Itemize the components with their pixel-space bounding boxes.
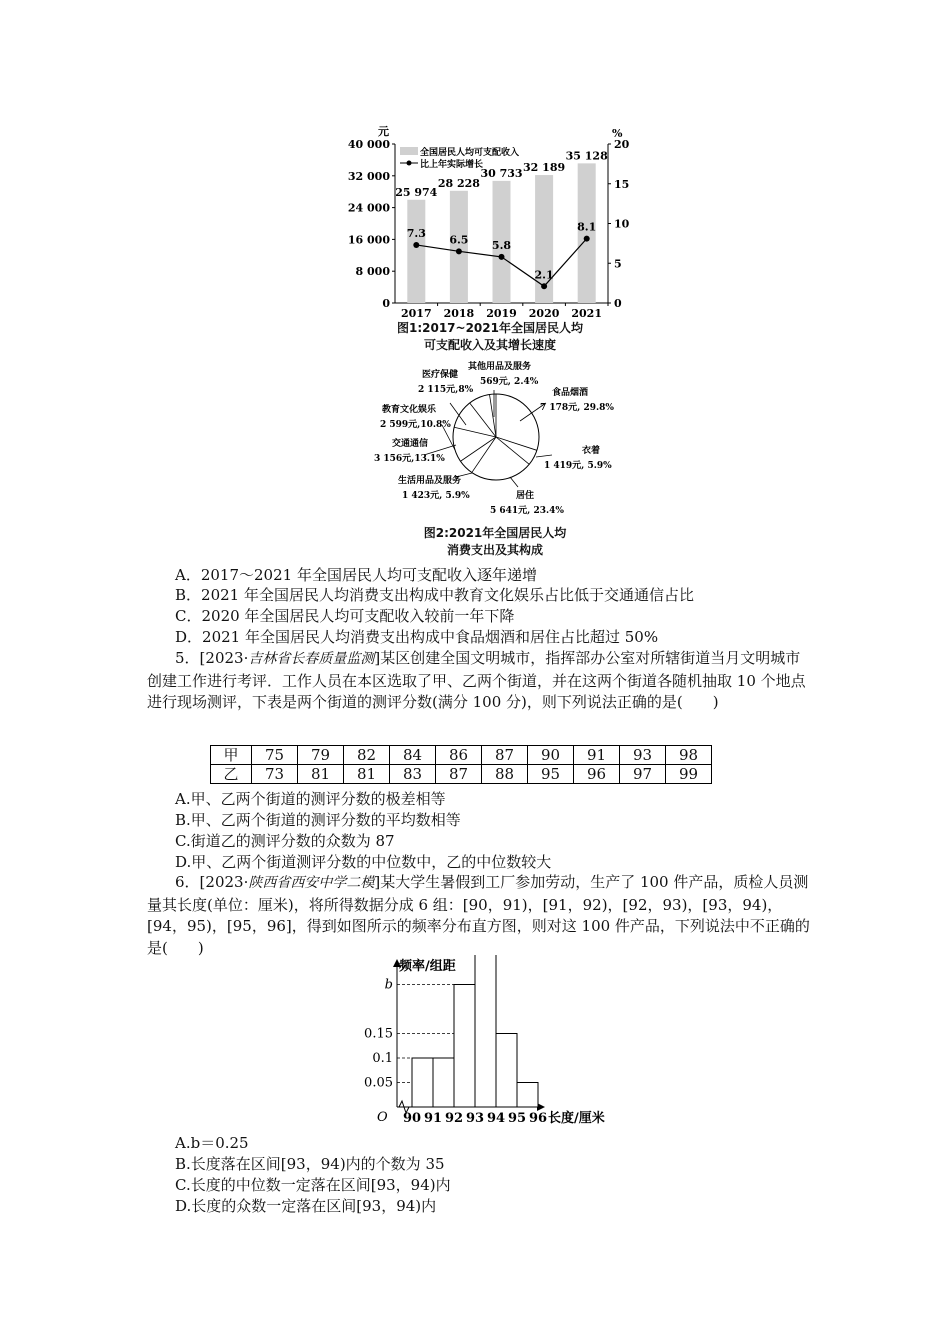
score-cell: 99 (666, 765, 712, 784)
hist-ylabel: 频率/组距 (399, 959, 456, 974)
hist-x-tick-label: 96 (528, 1111, 548, 1126)
right-tick-label: 10 (614, 217, 630, 231)
q5-prefix: 5．[2023· (175, 649, 249, 667)
label-housing-name: 居住 (516, 491, 535, 501)
growth-point (541, 283, 547, 289)
label-daily-val: 1 423元, 5.9% (402, 491, 470, 501)
score-table (210, 745, 712, 784)
q6-option-c: C.长度的中位数一定落在区间[93，94)内 (175, 1176, 451, 1194)
score-cell: 91 (574, 746, 620, 765)
score-cell: 81 (298, 765, 344, 784)
legend-bar-label: 全国居民人均可支配收入 (420, 148, 520, 158)
hist-x-tick-label: 94 (486, 1111, 506, 1126)
score-cell: 97 (620, 765, 666, 784)
score-cell: 75 (252, 746, 298, 765)
left-unit-label: 元 (378, 125, 389, 138)
income-bar (407, 200, 425, 303)
label-housing-val: 5 641元, 23.4% (490, 506, 564, 516)
score-row-header: 甲 (211, 746, 252, 765)
fig1-caption-line2: 可支配收入及其增长速度 (423, 338, 556, 352)
right-tick-label: 20 (614, 138, 630, 151)
hist-bar (475, 955, 496, 1107)
q4-option-b: B．2021 年全国居民人均消费支出构成中教育文化娱乐占比低于交通通信占比 (175, 586, 694, 604)
score-cell: 73 (252, 765, 298, 784)
year-tick-label: 2020 (528, 307, 560, 320)
right-tick-label: 0 (614, 297, 622, 310)
label-edu-val: 2 599元,10.8% (380, 420, 451, 430)
histogram-chart (355, 955, 625, 1135)
q6-option-a (175, 1133, 249, 1153)
left-tick-label: 24 000 (347, 201, 390, 215)
q5-stem (147, 648, 812, 714)
hist-y-tick-label: b (384, 977, 393, 993)
q5-source: 吉林省长春质量监测 (248, 651, 375, 667)
income-bar-label: 25 974 (395, 185, 438, 199)
score-cell: 98 (666, 746, 712, 765)
right-unit-label: % (612, 127, 623, 140)
fig2-caption-line2: 消费支出及其构成 (446, 543, 543, 557)
growth-point (413, 242, 419, 248)
q4-option-a: A．2017～2021 年全国居民人均可支配收入逐年递增 (175, 566, 537, 584)
q4-option-c: C．2020 年全国居民人均可支配收入较前一年下降 (175, 607, 515, 625)
year-tick-label: 2021 (571, 307, 603, 320)
label-transport-val: 3 156元,13.1% (374, 454, 445, 464)
growth-point-label: 8.1 (577, 220, 597, 234)
growth-point (499, 254, 505, 260)
hist-x-tick-label: 92 (444, 1111, 464, 1126)
growth-point-label: 2.1 (534, 268, 554, 282)
year-tick-label: 2017 (400, 307, 432, 320)
growth-point (584, 236, 590, 242)
q6-prefix: 6．[2023· (175, 873, 249, 891)
legend-bar-swatch (400, 147, 418, 155)
score-cell: 79 (298, 746, 344, 765)
growth-point-label: 5.8 (491, 238, 512, 252)
year-tick-label: 2018 (443, 307, 475, 320)
score-row (211, 746, 712, 765)
label-transport-name: 交通通信 (392, 439, 429, 449)
score-cell: 84 (390, 746, 436, 765)
hist-y-tick-label: 0.1 (372, 1051, 393, 1066)
hist-bar (433, 1058, 454, 1107)
hist-bar (496, 1034, 517, 1108)
q5-option-b: B.甲、乙两个街道的测评分数的平均数相等 (175, 811, 461, 829)
score-row (211, 765, 712, 784)
legend-line-label: 比上年实际增长 (420, 160, 484, 170)
label-clothing-name: 衣着 (582, 446, 601, 456)
q6-source: 陕西省西安中学二模 (248, 875, 375, 891)
q6-option-b: B.长度落在区间[93，94)内的个数为 35 (175, 1155, 445, 1173)
q5-option-c: C.街道乙的测评分数的众数为 87 (175, 832, 395, 850)
label-daily-name: 生活用品及服务 (398, 476, 462, 486)
legend-line-marker (407, 161, 412, 166)
right-tick-label: 15 (614, 177, 630, 191)
hist-y-tick-label: 0.05 (364, 1075, 393, 1091)
hist-origin: O (377, 1110, 388, 1125)
q6-body: ]某大学生暑假到工厂参加劳动，生产了 100 件产品，质检人员测量其长度(单位：厘米)，将所得数据分成 6 组：[90，91)，[91，92)，[92，93)，[93，94)，[94，95)，[95，96]，得到如图所示的频率分布直方图，则对这 100 件产品，下列说法中不正确的是( ) (147, 873, 810, 957)
label-medical-val: 2 115元,8% (418, 385, 474, 395)
label-other-val: 569元, 2.4% (480, 377, 539, 387)
label-clothing-val: 1 419元, 5.9% (544, 461, 612, 471)
hist-x-tick-label: 91 (423, 1111, 443, 1126)
fig2-caption (395, 525, 595, 559)
left-tick-label: 0 (382, 297, 390, 310)
right-tick-label: 5 (614, 257, 622, 271)
income-bar (450, 191, 468, 303)
score-cell: 81 (344, 765, 390, 784)
score-cell: 87 (436, 765, 482, 784)
leader-clothing (536, 455, 552, 457)
leader-housing (510, 477, 518, 487)
q5-option-d: D.甲、乙两个街道测评分数的中位数中，乙的中位数较大 (175, 853, 552, 871)
score-cell: 95 (528, 765, 574, 784)
fig2-caption-line1: 图2:2021年全国居民人均 (423, 526, 567, 540)
consumption-pie-chart (360, 355, 640, 525)
label-medical-name: 医疗保健 (422, 370, 459, 380)
income-bar-label: 28 228 (437, 176, 480, 190)
income-bar-label: 32 189 (523, 161, 566, 175)
score-cell: 88 (482, 765, 528, 784)
income-chart (340, 120, 640, 320)
hist-xlabel: 长度/厘米 (548, 1111, 605, 1126)
fig1-caption-line1: 图1:2017~2021年全国居民人均 (396, 321, 583, 335)
hist-x-tick-label: 90 (402, 1111, 422, 1126)
q4-option-d: D．2021 年全国居民人均消费支出构成中食品烟酒和居住占比超过 50% (175, 628, 659, 646)
left-tick-label: 16 000 (347, 233, 390, 247)
hist-bar (517, 1083, 538, 1108)
hist-x-tick-label: 95 (507, 1111, 527, 1126)
income-bar-label: 35 128 (565, 149, 608, 163)
q6-option-d: D.长度的众数一定落在区间[93，94)内 (175, 1197, 437, 1215)
year-tick-label: 2019 (486, 307, 517, 320)
hist-y-tick-label: 0.15 (364, 1026, 393, 1042)
label-food-name: 食品烟酒 (552, 388, 589, 398)
label-food-val: 7 178元, 29.8% (540, 403, 614, 413)
hist-bar (454, 985, 475, 1108)
label-edu-name: 教育文化娱乐 (382, 405, 437, 415)
score-cell: 96 (574, 765, 620, 784)
q5-option-a: A.甲、乙两个街道的测评分数的极差相等 (175, 790, 446, 808)
score-cell: 87 (482, 746, 528, 765)
q6-stem (147, 872, 812, 959)
score-cell: 86 (436, 746, 482, 765)
hist-x-tick-label: 93 (465, 1111, 485, 1126)
score-cell: 93 (620, 746, 666, 765)
left-tick-label: 8 000 (355, 265, 390, 279)
left-tick-label: 40 000 (347, 138, 390, 151)
score-cell: 90 (528, 746, 574, 765)
growth-point-label: 6.5 (449, 233, 469, 247)
growth-point (456, 248, 462, 254)
q5-body: ]某区创建全国文明城市，指挥部办公室对所辖街道当月文明城市创建工作进行考评．工作人员在本区选取了甲、乙两个街道，并在这两个街道各随机抽取 10 个地点进行现场测评，下表是两个街道的测评分数(满分 100 分)，则下列说法正确的是( ) (147, 649, 806, 711)
label-other-name: 其他用品及服务 (468, 362, 532, 372)
q6-option-a-text: A.b＝0.25 (175, 1134, 249, 1152)
income-bar-label: 30 733 (480, 166, 523, 180)
left-tick-label: 32 000 (347, 169, 390, 183)
hist-bar (412, 1058, 433, 1107)
fig1-caption (380, 320, 600, 354)
growth-point-label: 7.3 (406, 226, 426, 240)
score-row-header: 乙 (211, 765, 252, 784)
score-cell: 83 (390, 765, 436, 784)
score-cell: 82 (344, 746, 390, 765)
